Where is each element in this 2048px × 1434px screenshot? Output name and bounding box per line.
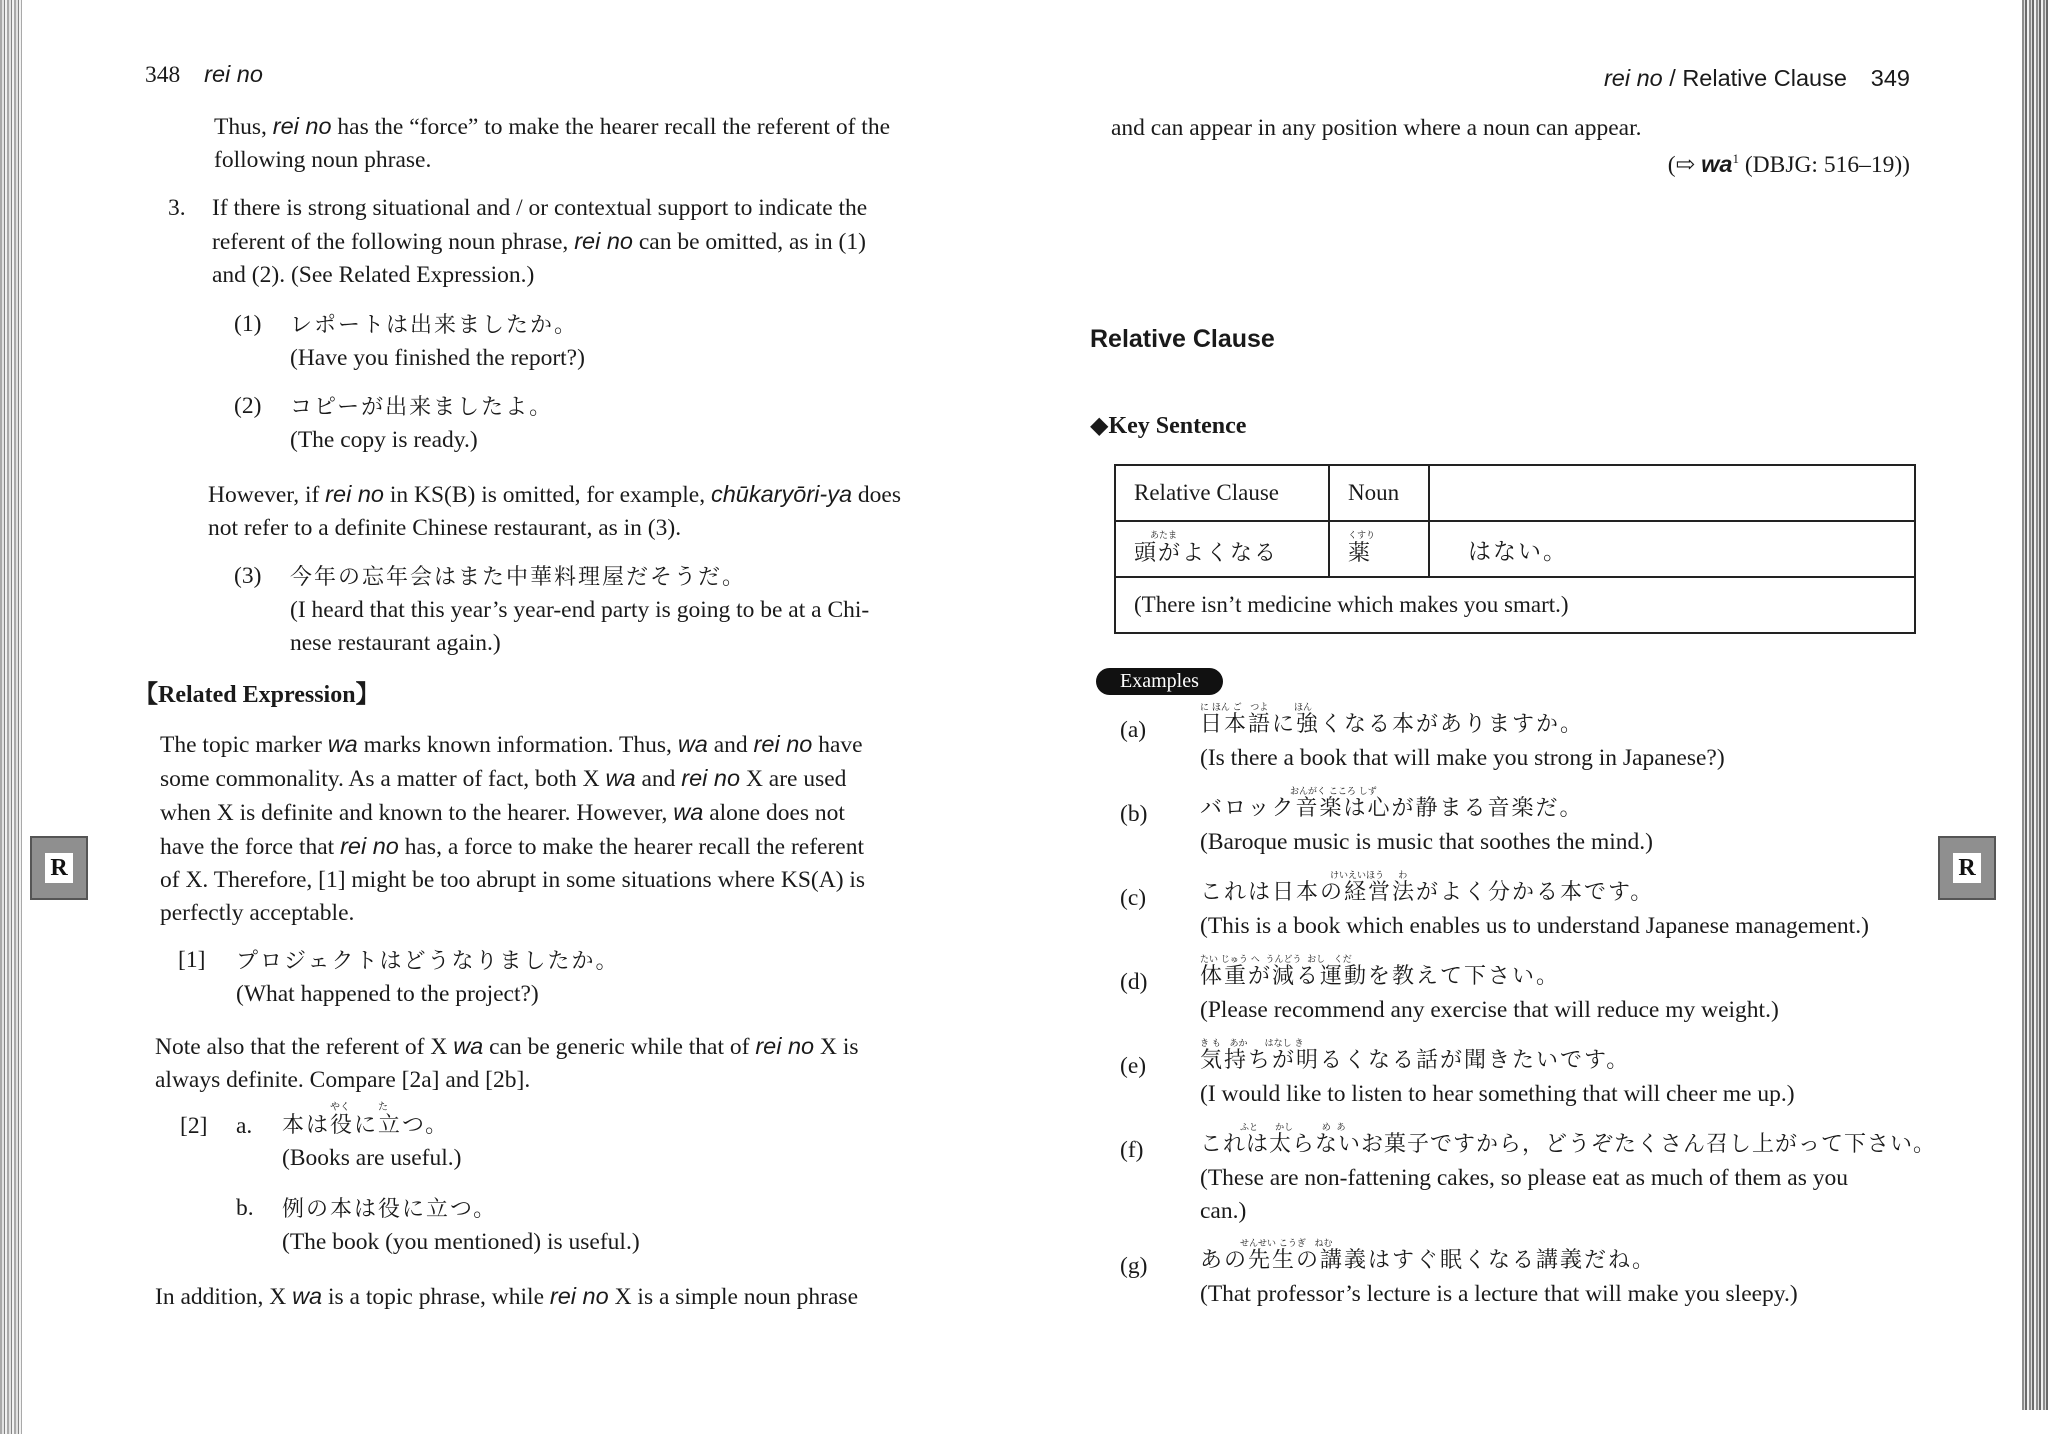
cell-predicate: はない。 — [1429, 521, 1915, 577]
example-3-label: (3) — [234, 563, 262, 589]
right-running-title-b: / Relative Clause — [1662, 65, 1847, 91]
cell-noun: くすり 薬 — [1329, 521, 1429, 577]
paragraph-4: Note also that the referent of X wa can be generic while that of rei no X is always definite. Compare [2a] and [2b]. — [155, 1033, 859, 1093]
example-g: (g) せんせい こうぎ ねむ あの先生の講義はすぐ眠くなる講義だね。 (That professor’s lecture is a lecture that will make you sleepy.) — [1120, 1239, 1798, 1307]
example-2: コピーが出来ましたよ。 (The copy is ready.) — [290, 395, 554, 453]
continuation-line: and can appear in any position where a noun can appear. — [1111, 115, 1642, 141]
example-1: レポートは出来ましたか。 (Have you finished the report?) — [290, 313, 585, 371]
left-running-title: rei no — [204, 61, 263, 87]
paragraph-1: Thus, rei no has the “force” to make the hearer recall the referent of the following noun phrase. — [214, 113, 890, 173]
example-b2a-label: a. — [236, 1113, 253, 1139]
example-a: (a) に ほん ご つよ ほん 日本語に強くなる本がありますか。 (Is there a book that will make you strong in Japanese?) — [1120, 703, 1725, 771]
left-page-number: 348 — [145, 62, 181, 88]
example-b1-label: [1] — [178, 947, 206, 973]
example-3: 今年の忘年会はまた中華料理屋だそうだ。 (I heard that this year’s year-end party is going to be at a Chi- nese restaurant again.) — [290, 565, 870, 656]
left-page-header — [145, 58, 263, 92]
right-running-title-a: rei no — [1603, 65, 1663, 91]
section-tab-right: R — [1938, 836, 1996, 900]
header-noun: Noun — [1329, 465, 1429, 521]
example-b1: プロジェクトはどうなりましたか。 (What happened to the project?) — [236, 949, 620, 1007]
table-translation-row — [1115, 577, 1915, 633]
cell-translation: (There isn’t medicine which makes you smart.) — [1115, 577, 1915, 633]
example-b2b-label: b. — [236, 1195, 254, 1221]
table-sentence-row — [1115, 521, 1915, 577]
key-sentence-heading: ◆Key Sentence — [1090, 413, 1247, 439]
key-sentence-table — [1114, 464, 1916, 634]
right-page — [1024, 0, 2048, 1434]
example-b2a: やく た 本は役に立つ。 (Books are useful.) — [282, 1102, 462, 1171]
cross-reference: (⇨ $wa^1$ (DBJG: 516–19)) — [1667, 150, 1910, 178]
example-2-label: (2) — [234, 393, 262, 419]
section-tab-left: R — [30, 836, 88, 900]
examples-label: Examples — [1096, 668, 1223, 695]
section-title: Relative Clause — [1090, 325, 1275, 353]
item-3-text: If there is strong situational and / or contextual support to indicate the referent of the following noun phrase, rei no can be omitted, as in (1) and (2). (See Related Expression.) — [212, 195, 868, 288]
cell-relative-clause: あたま 頭がよくなる — [1115, 521, 1329, 577]
example-e: (e) き も あか はなし き 気持ちが明るくなる話が聞きたいです。 (I would like to listen to hear something that will cheer me up.) — [1120, 1039, 1795, 1107]
right-page-number: 349 — [1870, 65, 1910, 91]
example-f: (f) ふと かし め あ これは太らないお菓子ですから，どうぞたくさん召し上がって下さい。 (These are non-fattening cakes, so please eat as much of them as you can.) — [1120, 1123, 1937, 1224]
header-empty — [1429, 465, 1915, 521]
paragraph-5: In addition, X wa is a topic phrase, while rei no X is a simple noun phrase — [155, 1283, 859, 1310]
left-page-edge — [0, 0, 22, 1434]
examples-list — [1120, 700, 1980, 1320]
header-relative-clause: Relative Clause — [1115, 465, 1329, 521]
paragraph-3: The topic marker wa marks known information. Thus, wa and rei no have some commonality. As a matter of fact, both X wa and rei no X are used when X is definite and known to the hearer. However, wa alone does not have the force that rei no has, a force to make the hearer recall the referent of X. Therefore, [1] might be too abrupt in some situations where KS(A) is perfectly acceptable. — [160, 731, 866, 926]
example-1-label: (1) — [234, 311, 262, 337]
table-header-row — [1115, 465, 1915, 521]
example-d: (d) たい じゅう へ うんどう おし くだ 体重が減る運動を教えて下さい。 (Please recommend any exercise that will reduce my weight.) — [1120, 955, 1779, 1023]
example-b2-label: [2] — [180, 1113, 208, 1139]
right-page-edge — [2022, 0, 2048, 1410]
item-3-number: 3. — [168, 195, 186, 221]
example-c: (c) けいえいほう わ これは日本の経営法がよく分かる本です。 (This is a book which enables us to understand Japanese management.) — [1120, 871, 1869, 939]
related-expression-heading: 【Related Expression】 — [134, 682, 380, 708]
right-page-header — [1604, 62, 1910, 96]
paragraph-2: However, if rei no in KS(B) is omitted, for example, chūkaryōri-ya does not refer to a definite Chinese restaurant, as in (3). — [208, 481, 901, 541]
example-b: (b) おんがく こころ しず バロック音楽は心が静まる音楽だ。 (Baroque music is music that soothes the mind.) — [1120, 787, 1653, 855]
example-b2b: 例の本は役に立つ。 (The book (you mentioned) is useful.) — [282, 1197, 640, 1255]
